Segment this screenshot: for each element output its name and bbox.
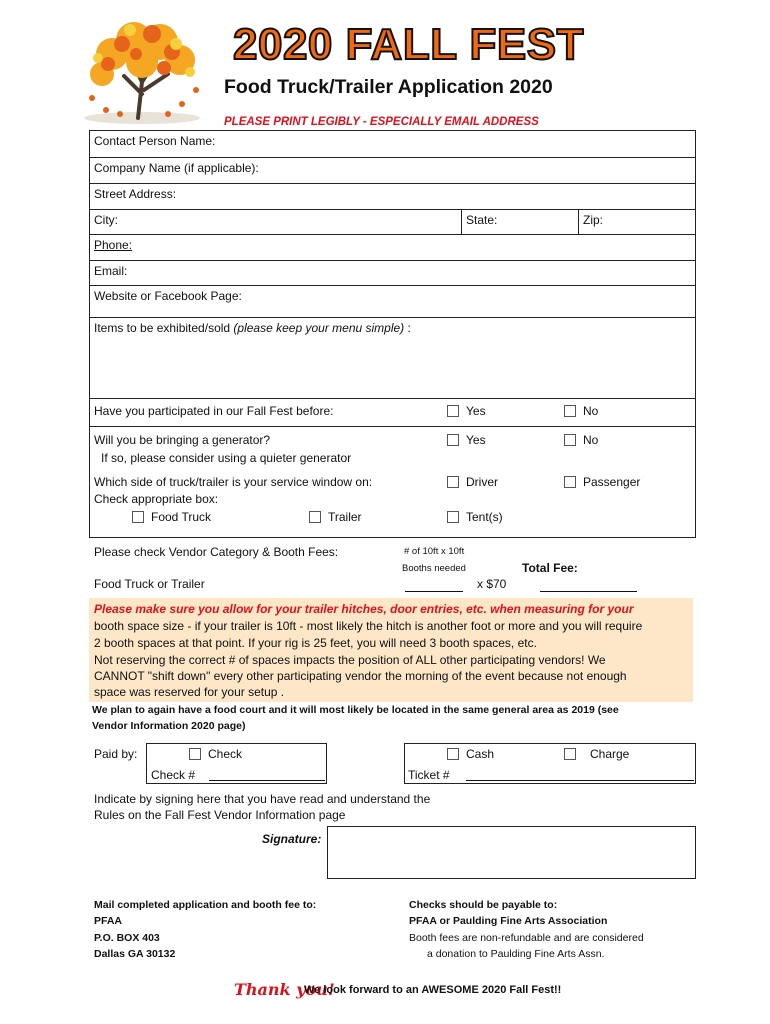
email-label: Email: xyxy=(94,264,128,278)
generator-question: Will you be bringing a generator? xyxy=(94,433,271,447)
mail-line-1: PFAA xyxy=(94,915,123,927)
trailer-checkbox[interactable] xyxy=(309,511,321,523)
signature-instruction-1: Indicate by signing here that you have read and understand the xyxy=(94,792,431,806)
cash-checkbox[interactable] xyxy=(447,748,459,760)
street-address-label: Street Address: xyxy=(94,187,177,201)
charge-checkbox[interactable] xyxy=(564,748,576,760)
check-appropriate-label: Check appropriate box: xyxy=(94,492,219,506)
generator-note: If so, please consider using a quieter generator xyxy=(101,451,352,465)
check-checkbox[interactable] xyxy=(189,748,201,760)
cash-label: Cash xyxy=(466,747,495,761)
contact-person-field[interactable] xyxy=(89,130,696,158)
total-fee-label: Total Fee: xyxy=(522,561,578,575)
email-field[interactable] xyxy=(89,260,696,286)
warning-line-6: space was reserved for your setup . xyxy=(94,685,285,699)
signature-instruction-2: Rules on the Fall Fest Vendor Information page xyxy=(94,808,346,822)
items-label: Items to be exhibited/sold (please keep your menu simple) : xyxy=(94,321,411,335)
mail-heading: Mail completed application and booth fee to: xyxy=(94,899,317,911)
thank-you-text: Thank you! xyxy=(234,980,335,999)
food-court-note-line-2: Vendor Information 2020 page) xyxy=(92,720,246,732)
warning-line-4: Not reserving the correct # of spaces impacts the position of ALL other participating vendors! We xyxy=(94,653,606,667)
zip-label: Zip: xyxy=(583,213,604,227)
generator-no-checkbox[interactable] xyxy=(564,434,576,446)
booth-price: x $70 xyxy=(477,577,507,591)
closing-message: We look forward to an AWESOME 2020 Fall Fest!! xyxy=(304,984,562,996)
driver-label: Driver xyxy=(466,475,498,489)
warning-line-3: 2 booth spaces at that point. If your rig is 25 feet, you will need 3 booth spaces, etc. xyxy=(94,636,537,650)
items-exhibited-field[interactable] xyxy=(89,317,696,399)
mail-line-2: P.O. BOX 403 xyxy=(94,932,160,944)
warning-line-1: Please make sure you allow for your trailer hitches, door entries, etc. when measuring for your xyxy=(94,602,634,616)
vendor-category-label: Please check Vendor Category & Booth Fees: xyxy=(94,545,339,559)
checks-heading: Checks should be payable to: xyxy=(409,899,558,911)
check-number-label: Check # xyxy=(151,768,196,782)
state-divider xyxy=(461,210,462,234)
phone-label: Phone: xyxy=(94,238,133,252)
city-state-zip-row xyxy=(89,209,696,235)
food-court-note-line-1: We plan to again have a food court and it will most likely be located in the same general area as 2019 (see xyxy=(92,704,619,716)
booths-needed-label: Booths needed xyxy=(402,563,466,574)
ticket-number-input[interactable] xyxy=(466,780,694,781)
mail-line-3: Dallas GA 30132 xyxy=(94,948,176,960)
driver-checkbox[interactable] xyxy=(447,476,459,488)
checks-line-3: a donation to Paulding Fine Arts Assn. xyxy=(427,948,605,960)
company-name-field[interactable] xyxy=(89,157,696,184)
website-field[interactable] xyxy=(89,285,696,318)
total-fee-input[interactable] xyxy=(540,591,637,592)
booth-size-warning xyxy=(89,598,693,702)
autumn-tree-logo xyxy=(72,14,214,126)
questions-divider xyxy=(89,426,696,427)
signature-label: Signature: xyxy=(262,832,322,846)
paid-by-label: Paid by: xyxy=(94,747,138,761)
service-window-question: Which side of truck/trailer is your service window on: xyxy=(94,475,373,489)
participated-no-label: No xyxy=(583,404,599,418)
tents-label: Tent(s) xyxy=(466,510,503,524)
zip-divider xyxy=(578,210,579,234)
food-truck-label: Food Truck xyxy=(151,510,212,524)
generator-no-label: No xyxy=(583,433,599,447)
food-truck-or-trailer-label: Food Truck or Trailer xyxy=(94,577,205,591)
booth-count-label: # of 10ft x 10ft xyxy=(404,546,465,557)
signature-input[interactable] xyxy=(327,826,696,879)
trailer-label: Trailer xyxy=(328,510,362,524)
ticket-number-label: Ticket # xyxy=(408,768,450,782)
check-number-input[interactable] xyxy=(209,780,325,781)
warning-line-2: booth space size - if your trailer is 10ft - most likely the hitch is another foot or more and you will require xyxy=(94,619,643,633)
city-label: City: xyxy=(94,213,118,227)
contact-person-label: Contact Person Name: xyxy=(94,134,216,148)
company-name-label: Company Name (if applicable): xyxy=(94,161,259,175)
passenger-checkbox[interactable] xyxy=(564,476,576,488)
website-label: Website or Facebook Page: xyxy=(94,289,242,303)
state-label: State: xyxy=(466,213,498,227)
participated-no-checkbox[interactable] xyxy=(564,405,576,417)
warning-line-5: CANNOT "shift down" every other participating vendor the morning of the event because not enough xyxy=(94,669,627,683)
phone-field[interactable] xyxy=(89,234,696,261)
generator-yes-label: Yes xyxy=(466,433,486,447)
page-subtitle: Food Truck/Trailer Application 2020 xyxy=(224,76,553,98)
tents-checkbox[interactable] xyxy=(447,511,459,523)
participated-yes-checkbox[interactable] xyxy=(447,405,459,417)
checks-line-1: PFAA or Paulding Fine Arts Association xyxy=(409,915,608,927)
passenger-label: Passenger xyxy=(583,475,641,489)
checks-line-2: Booth fees are non-refundable and are considered xyxy=(409,932,644,944)
participated-yes-label: Yes xyxy=(466,404,486,418)
street-address-field[interactable] xyxy=(89,183,696,210)
check-label: Check xyxy=(208,747,243,761)
generator-yes-checkbox[interactable] xyxy=(447,434,459,446)
participated-question: Have you participated in our Fall Fest before: xyxy=(94,404,334,418)
booths-needed-input[interactable] xyxy=(405,591,463,592)
print-legibly-notice: PLEASE PRINT LEGIBLY - ESPECIALLY EMAIL ADDRESS xyxy=(224,116,539,128)
charge-label: Charge xyxy=(590,747,630,761)
food-truck-checkbox[interactable] xyxy=(132,511,144,523)
page-title: 2020 FALL FEST xyxy=(233,20,584,69)
